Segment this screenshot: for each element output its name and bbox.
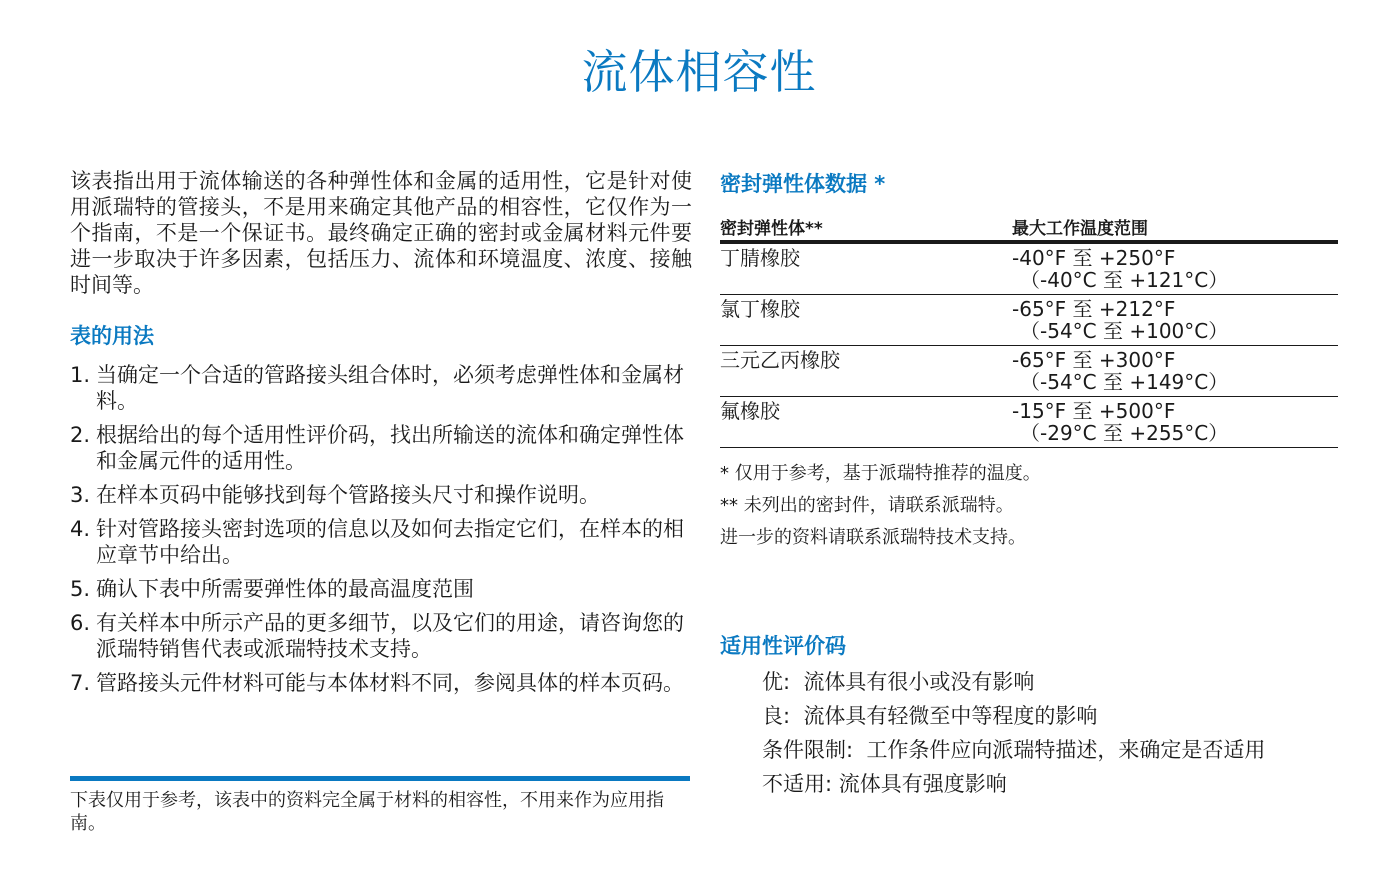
left-column [70, 168, 692, 704]
usage-steps-list [70, 362, 692, 696]
step-number: 4. [70, 517, 91, 541]
table-header-row [720, 214, 1338, 242]
list-item [70, 422, 692, 474]
list-item [70, 516, 692, 568]
footnote: * 仅用于参考，基于派瑞特推荐的温度。 [720, 463, 1041, 484]
seal-data-table [720, 214, 1338, 448]
column-header-elastomer: 密封弹性体** [720, 214, 1012, 242]
list-item [70, 670, 692, 696]
list-item [70, 576, 692, 602]
usage-heading: 表的用法 [70, 324, 154, 348]
celsius-range: （-54°C 至 +100°C） [1020, 319, 1229, 343]
step-text: 在样本页码中能够找到每个管路接头尺寸和操作说明。 [96, 483, 600, 507]
step-text: 当确定一个合适的管路接头组合体时，必须考虑弹性体和金属材料。 [96, 363, 684, 413]
list-item [762, 771, 1332, 797]
temperature-range [1012, 295, 1338, 346]
step-number: 6. [70, 611, 91, 635]
rating-codes-list [762, 669, 1332, 805]
fahrenheit-range: -15°F 至 +500°F [1012, 399, 1176, 423]
bottom-note: 下表仅用于参考，该表中的资料完全属于材料的相容性，不用来作为应用指南。 [70, 776, 690, 835]
celsius-range: （-40°C 至 +121°C） [1020, 268, 1229, 292]
rating-term: 良: [762, 704, 804, 728]
temperature-range [1012, 397, 1338, 448]
step-text: 根据给出的每个适用性评价码，找出所输送的流体和确定弹性体和金属元件的适用性。 [96, 423, 684, 473]
page-title: 流体相容性 [581, 45, 817, 99]
step-number: 3. [70, 483, 91, 507]
step-number: 7. [70, 671, 91, 695]
step-number: 2. [70, 423, 91, 447]
intro-paragraph: 该表指出用于流体输送的各种弹性体和金属的适用性，它是针对使用派瑞特的管接头，不是用来确定其他产品的相容性，它仅作为一个指南，不是一个保证书。最终确定正确的密封或金属材料元件要进一步取决于许多因素，包括压力、流体和环境温度、浓度、接触时间等。 [70, 169, 692, 297]
list-item [762, 669, 1332, 695]
table-row [720, 242, 1338, 295]
right-column [720, 168, 1338, 554]
seal-data-heading: 密封弹性体数据 * [720, 172, 886, 196]
celsius-range: （-29°C 至 +255°C） [1020, 421, 1229, 445]
fahrenheit-range: -40°F 至 +250°F [1012, 246, 1176, 270]
table-row [720, 295, 1338, 346]
temperature-range [1012, 346, 1338, 397]
list-item [70, 610, 692, 662]
list-item [70, 482, 692, 508]
step-number: 5. [70, 577, 91, 601]
temperature-range [1012, 242, 1338, 295]
step-number: 1. [70, 363, 91, 387]
list-item [762, 737, 1332, 763]
rating-term: 条件限制: [762, 738, 867, 762]
list-item [762, 703, 1332, 729]
table-footnotes [720, 458, 1338, 554]
rating-description: 工作条件应向派瑞特描述，来确定是否适用 [866, 738, 1266, 762]
column-header-temperature: 最大工作温度范围 [1012, 214, 1338, 242]
table-row [720, 397, 1338, 448]
elastomer-name: 氟橡胶 [720, 397, 1012, 448]
step-text: 有关样本中所示产品的更多细节，以及它们的用途，请咨询您的派瑞特销售代表或派瑞特技术支持。 [96, 611, 684, 661]
table-row [720, 346, 1338, 397]
rating-term: 不适用: [762, 772, 839, 796]
elastomer-name: 丁腈橡胶 [720, 242, 1012, 295]
fahrenheit-range: -65°F 至 +300°F [1012, 348, 1176, 372]
celsius-range: （-54°C 至 +149°C） [1020, 370, 1229, 394]
rating-codes-heading: 适用性评价码 [720, 634, 846, 658]
fahrenheit-range: -65°F 至 +212°F [1012, 297, 1176, 321]
rating-description: 流体具有强度影响 [838, 772, 1007, 796]
rating-term: 优: [762, 670, 804, 694]
footnote: ** 未列出的密封件，请联系派瑞特。 [720, 495, 1014, 516]
step-text: 针对管路接头密封选项的信息以及如何去指定它们，在样本的相应章节中给出。 [96, 517, 684, 567]
list-item [70, 362, 692, 414]
step-text: 管路接头元件材料可能与本体材料不同，参阅具体的样本页码。 [96, 671, 684, 695]
step-text: 确认下表中所需要弹性体的最高温度范围 [96, 577, 474, 601]
elastomer-name: 三元乙丙橡胶 [720, 346, 1012, 397]
rating-description: 流体具有轻微至中等程度的影响 [803, 704, 1098, 728]
footnote: 进一步的资料请联系派瑞特技术支持。 [720, 527, 1026, 548]
rating-description: 流体具有很小或没有影响 [803, 670, 1035, 694]
elastomer-name: 氯丁橡胶 [720, 295, 1012, 346]
